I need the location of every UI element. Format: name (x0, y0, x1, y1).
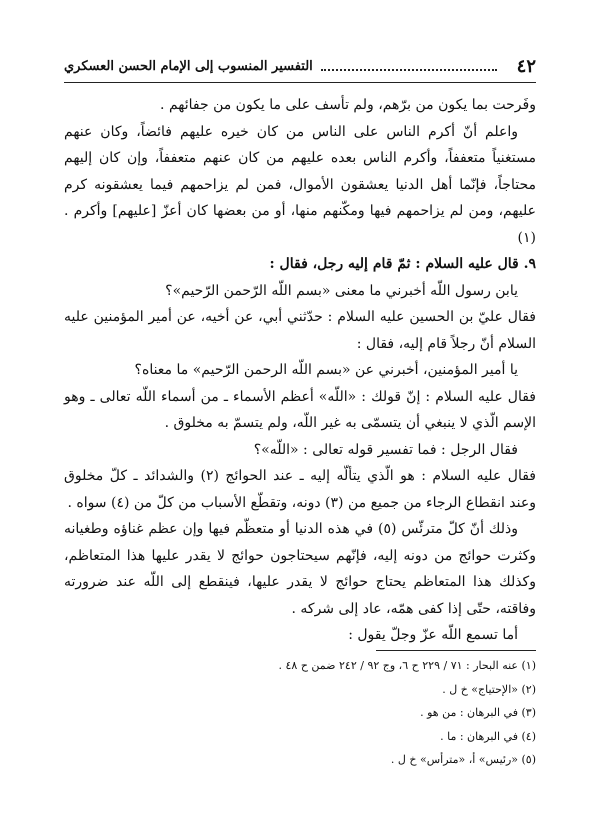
paragraph: يابن رسول اللّه أخبرني ما معنى «بسم اللّه الرّحمن الرّحيم»؟ (165, 282, 518, 299)
footnote: (١) عنه البحار : ٧١ / ٢٢٩ ح ٦، وج ٩٢ / ٢٤٢ ضمن ح ٤٨ . (278, 659, 536, 672)
running-title: التفسير المنسوب إلى الإمام الحسن العسكري (64, 58, 313, 74)
footnote: (٥) «رئيس» أ، «مترأس» خ ل . (390, 753, 536, 766)
footnotes (64, 654, 536, 772)
paragraph: فقال عليّ بن الحسين عليه السلام : حدّثني أبي، عن أخيه، عن أمير المؤمنين عليه السلام أنّ رجلاً قام إليه، فقال : (64, 309, 536, 352)
paragraph: ٩. قال عليه السلام : ثمّ قام إليه رجل، فقال : (269, 256, 536, 272)
footnote: (٤) في البرهان : ما . (440, 729, 536, 743)
header-dotted-leader (321, 61, 497, 71)
footnote: (٣) في البرهان : من هو . (420, 706, 536, 719)
footnote-separator (376, 650, 536, 651)
paragraph: أما تسمع اللّه عزّ وجلّ يقول : (348, 627, 518, 643)
paragraph: واعلم أنّ أكرم الناس على الناس من كان خيره عليهم فائضاً، وكان عنهم مستغنياً متعففاً، وأكرم الناس بعده عليهم من كان عنهم متعففاً، وإن كان إليهم محتاجاً، فإنّما أهل الدنيا يعشقون الأموال، فمن لم يزاحمهم فيما يعشقونه كرم عليهم، ومن لم يزاحمهم فيها ومكّنهم منها، أو من بعضها كان أعزّ [عليهم] وأكرم . (١) (64, 123, 536, 246)
footnote: (٢) «الإحتياج» خ ل . (442, 682, 536, 696)
header-rule (64, 82, 536, 83)
paragraph: وذلك أنّ كلّ مترئّس (٥) في هذه الدنيا أو متعظّم فيها وإن عظم غناؤه وطغيانه وكثرت حوائج من دونه إليه، فإنّهم سيحتاجون حوائج لا يقدر عليها هذا المتعاظم، وكذلك هذا المتعاظم يحتاج حوائج لا يقدر عليها، فينقطع إلى اللّه عند ضرورته وفاقته، حتّى إذا كفى همّه، عاد إلى شركه . (64, 521, 536, 617)
main-text (64, 92, 536, 649)
paragraph: وفَرحت بما يكون من برّهم، ولم تأسف على ما يكون من جفائهم . (160, 97, 536, 113)
paragraph: فقال عليه السلام : إنّ قولك : «اللّه» أعظم الأسماء ـ من أسماء اللّه تعالى ـ وهو الإسم الّذي لا ينبغي أن يتسمّى به غير اللّه، ولم يتسمّ به مخلوق . (64, 388, 536, 431)
page-number: ٤٢ (516, 55, 536, 77)
paragraph: فقال عليه السلام : هو الّذي يتألّه إليه ـ عند الحوائج (٢) والشدائد ـ كلّ مخلوق وعند انقطاع الرجاء من جميع من (٣) دونه، وتقطّع الأسباب من كلّ من (٤) سواه . (64, 468, 536, 511)
page-header (64, 56, 536, 76)
paragraph: يا أمير المؤمنين، أخبرني عن «بسم اللّه الرحمن الرّحيم» ما معناه؟ (134, 362, 518, 378)
paragraph: فقال الرجل : فما تفسير قوله تعالى : «اللّه»؟ (253, 441, 518, 458)
